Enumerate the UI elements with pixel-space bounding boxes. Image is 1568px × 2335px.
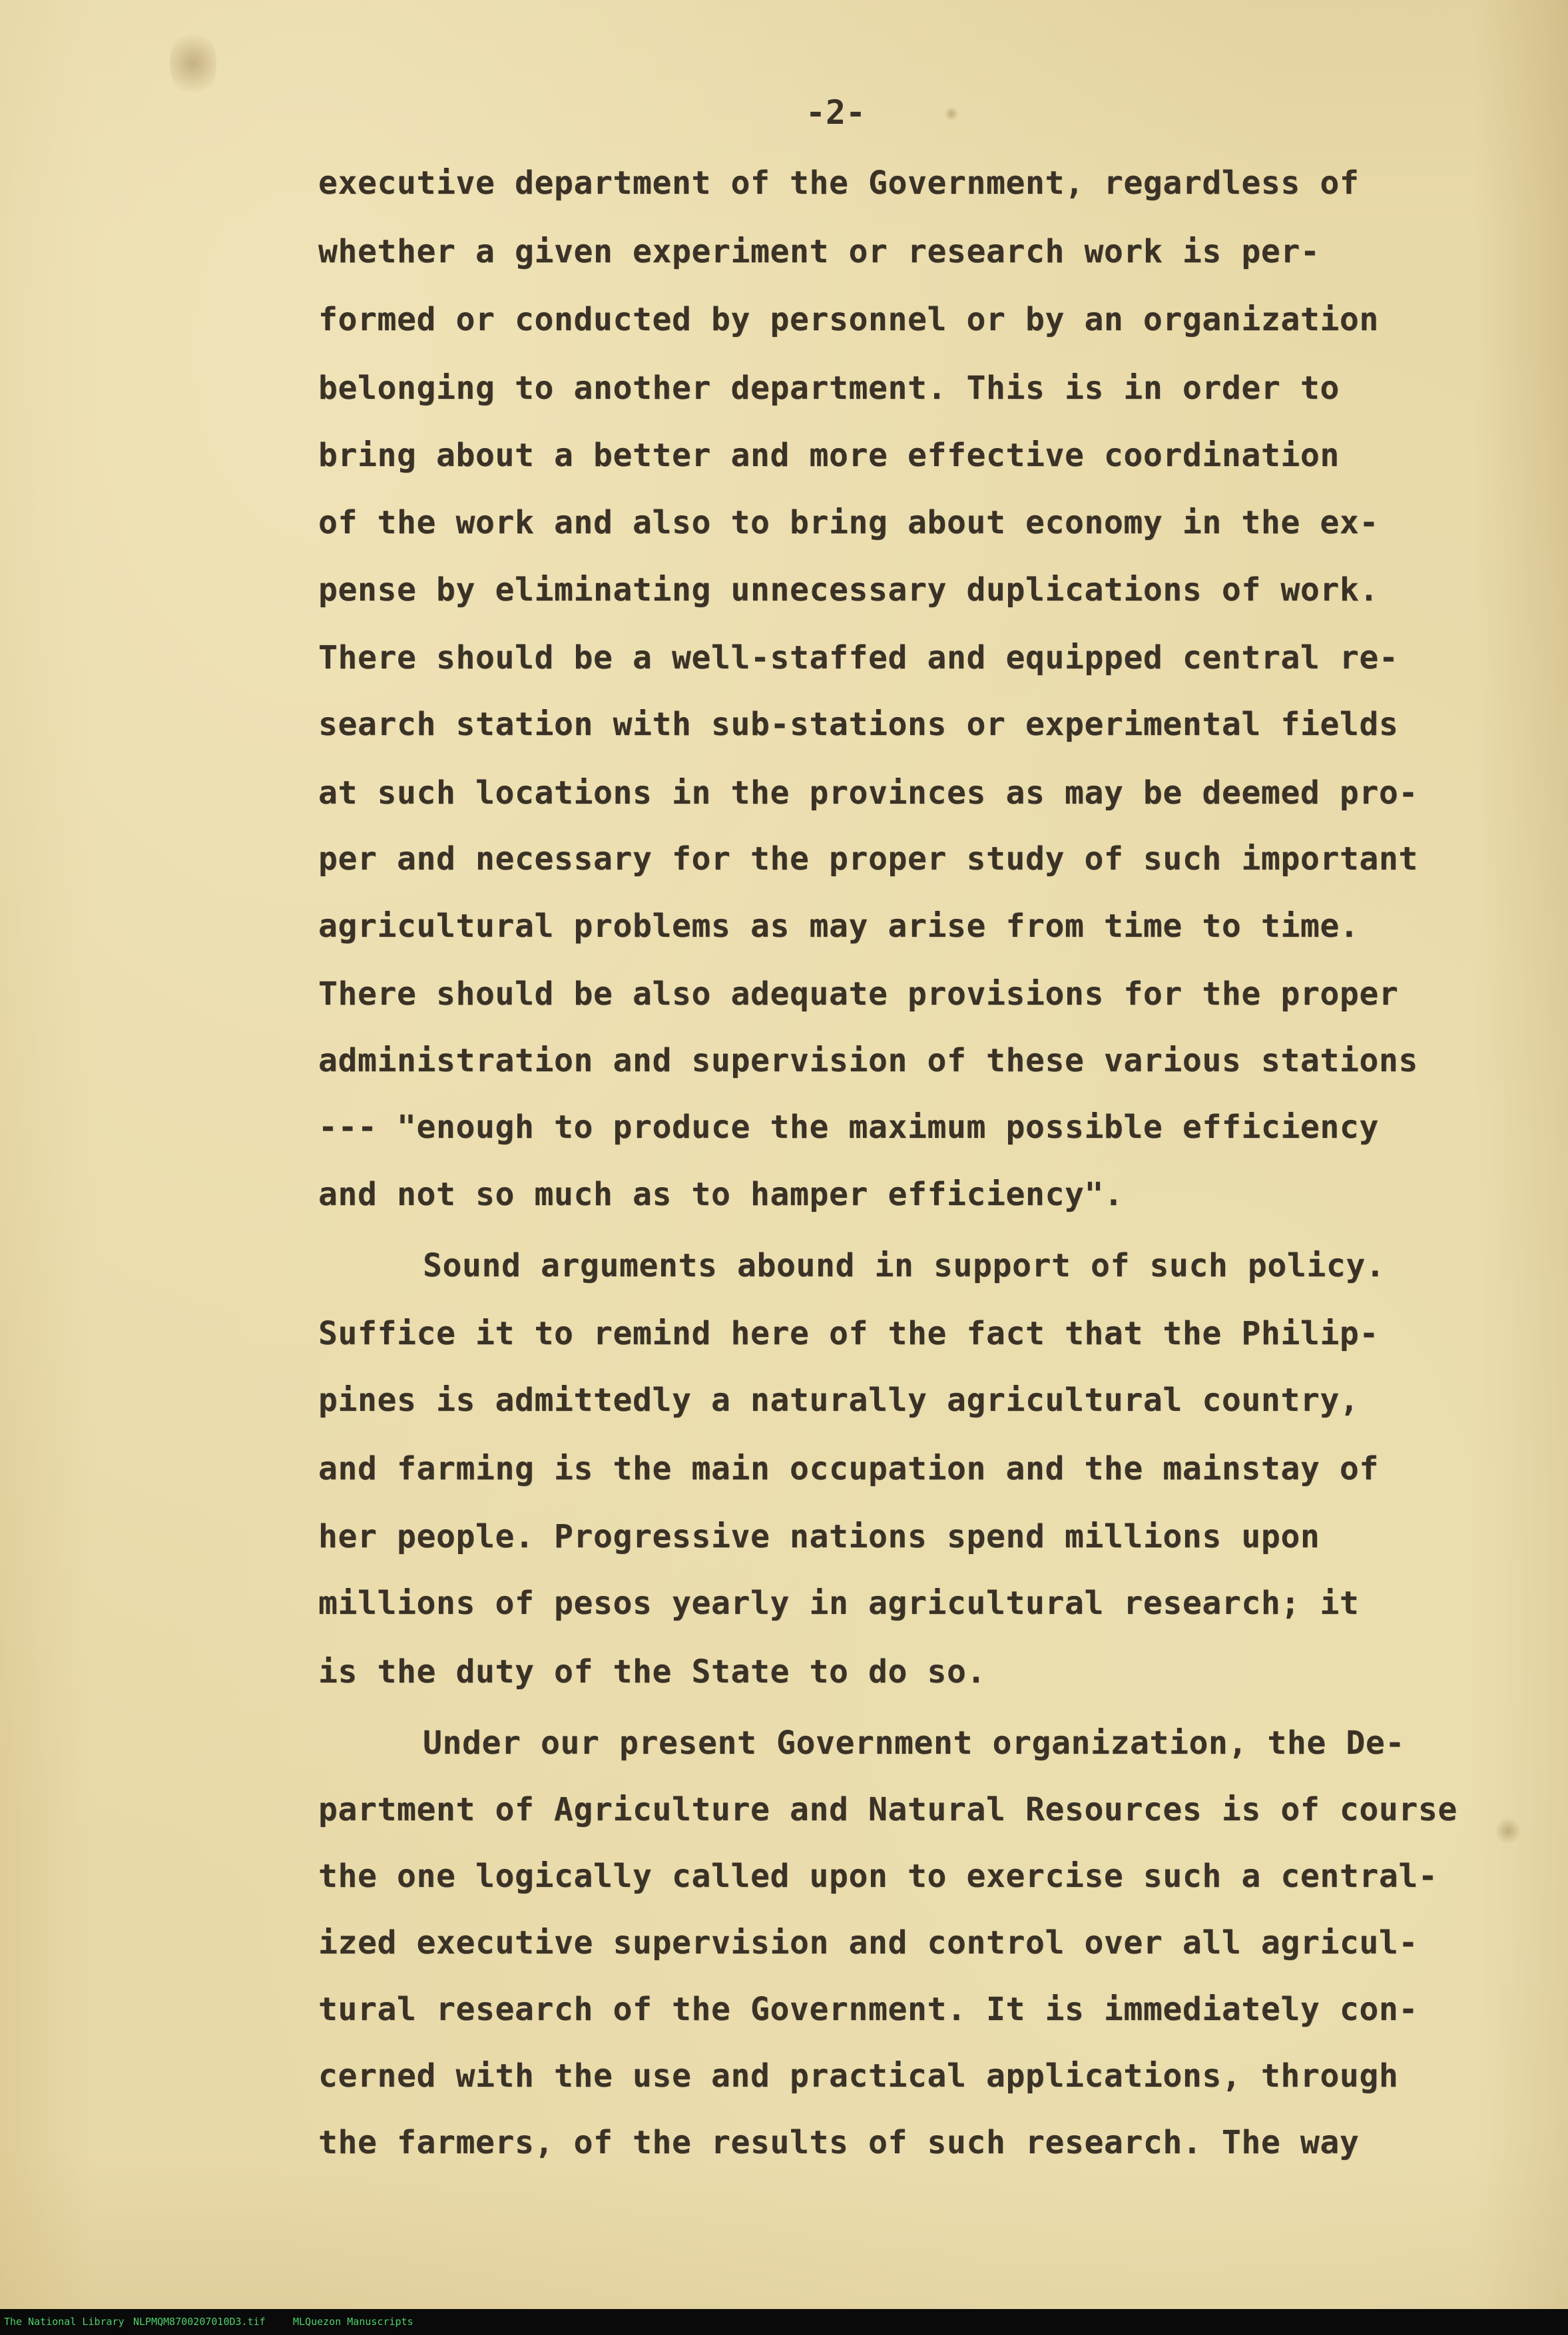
paper-stain bbox=[944, 107, 959, 121]
text-line: pines is admittedly a naturally agricultural country, bbox=[318, 1382, 1360, 1419]
text-line: --- "enough to produce the maximum possible efficiency bbox=[318, 1109, 1379, 1146]
text-line: Under our present Government organization, the De- bbox=[423, 1724, 1405, 1762]
text-line: bring about a better and more effective coordination bbox=[318, 437, 1340, 474]
text-line: pense by eliminating unnecessary duplications of work. bbox=[318, 571, 1379, 609]
text-line: per and necessary for the proper study of such important bbox=[318, 840, 1418, 878]
text-line: whether a given experiment or research work is per- bbox=[318, 233, 1320, 270]
text-line: tural research of the Government. It is immediately con- bbox=[318, 1991, 1418, 2028]
text-line: agricultural problems as may arise from time to time. bbox=[318, 908, 1360, 945]
footer-file: NLPMQM8700207010D3.tif bbox=[133, 2316, 266, 2328]
text-line: her people. Progressive nations spend millions upon bbox=[318, 1518, 1320, 1555]
page-number: -2- bbox=[805, 93, 866, 132]
text-line: ized executive supervision and control over all agricul- bbox=[318, 1924, 1418, 1961]
text-line: executive department of the Government, regardless of bbox=[318, 164, 1360, 202]
text-line: formed or conducted by personnel or by an organization bbox=[318, 301, 1379, 338]
text-line: of the work and also to bring about economy in the ex- bbox=[318, 504, 1379, 541]
text-line: and not so much as to hamper efficiency". bbox=[318, 1176, 1124, 1213]
footer-collection: MLQuezon Manuscripts bbox=[293, 2316, 413, 2328]
text-line: There should be also adequate provisions for the proper bbox=[318, 975, 1399, 1013]
text-line: the farmers, of the results of such research. The way bbox=[318, 2124, 1360, 2161]
scan-footer bbox=[0, 2309, 1568, 2335]
text-line: cerned with the use and practical applications, through bbox=[318, 2057, 1399, 2095]
text-line: Suffice it to remind here of the fact that the Philip- bbox=[318, 1315, 1379, 1352]
text-line: belonging to another department. This is in order to bbox=[318, 370, 1340, 407]
text-line: at such locations in the provinces as may be deemed pro- bbox=[318, 774, 1418, 812]
text-line: There should be a well-staffed and equipped central re- bbox=[318, 639, 1399, 676]
text-line: millions of pesos yearly in agricultural research; it bbox=[318, 1585, 1360, 1622]
paper-stain bbox=[170, 27, 216, 100]
text-line: search station with sub-stations or experimental fields bbox=[318, 706, 1399, 743]
text-line: Sound arguments abound in support of such policy. bbox=[423, 1247, 1386, 1284]
text-line: the one logically called upon to exercise such a central- bbox=[318, 1858, 1438, 1895]
paper-stain bbox=[1495, 1818, 1521, 1844]
text-line: partment of Agriculture and Natural Resources is of course bbox=[318, 1791, 1457, 1828]
text-line: is the duty of the State to do so. bbox=[318, 1653, 986, 1690]
footer-library: The National Library bbox=[4, 2316, 125, 2328]
text-line: and farming is the main occupation and the mainstay of bbox=[318, 1450, 1379, 1487]
text-line: administration and supervision of these various stations bbox=[318, 1042, 1418, 1079]
